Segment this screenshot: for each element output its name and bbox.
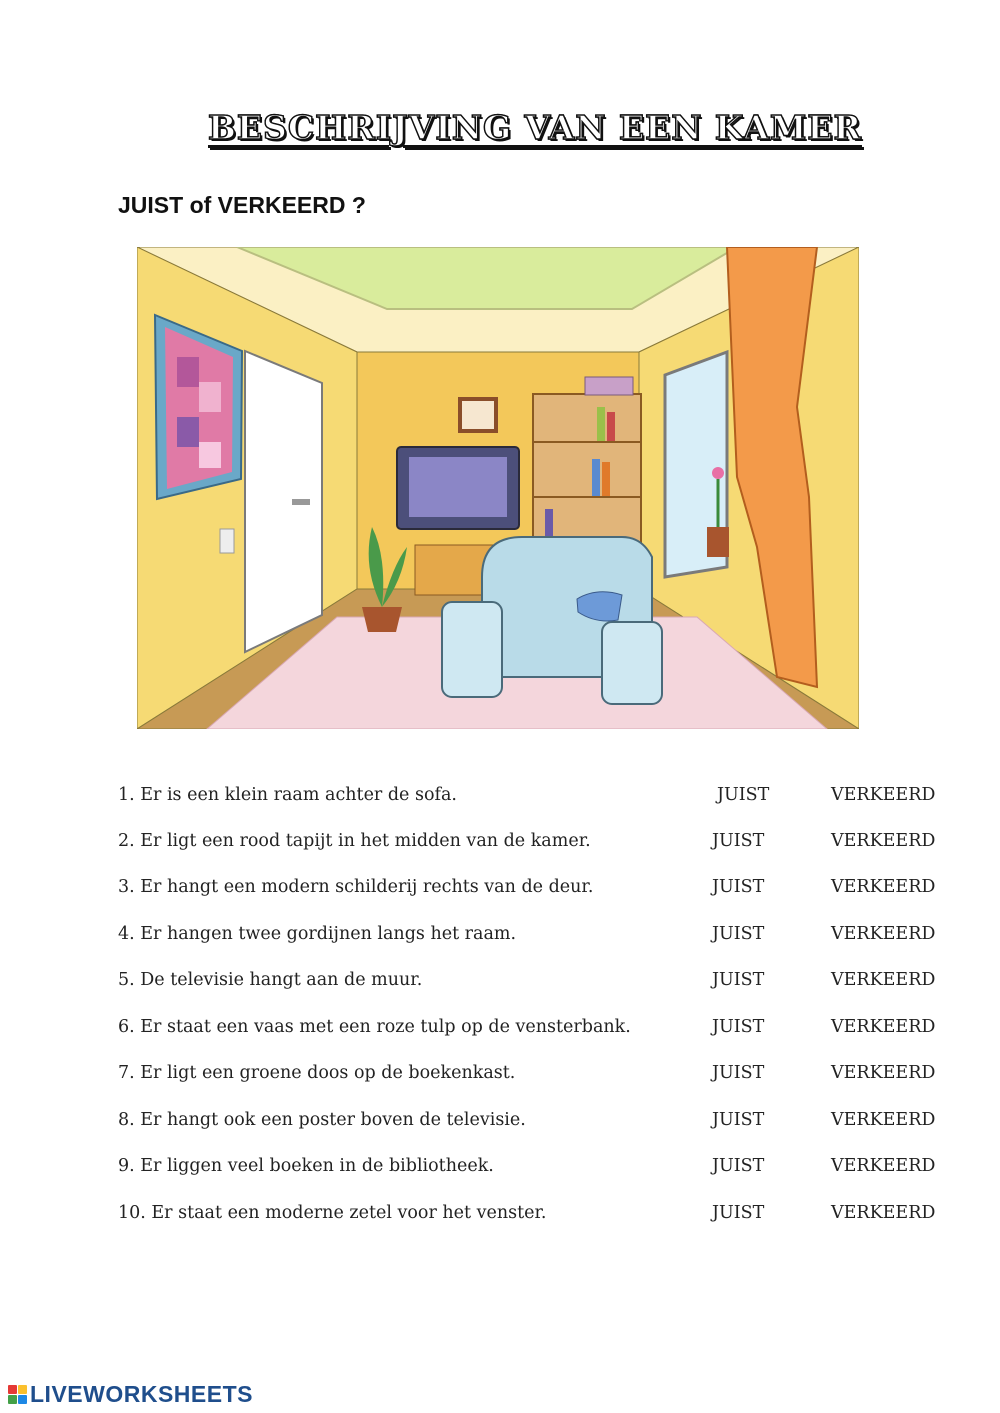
juist-option[interactable]: JUIST [712, 877, 765, 897]
question-text: 5. De televisie hangt aan de muur. [118, 970, 423, 990]
worksheet-title: BESCHRIJVING VAN EEN KAMER [208, 108, 862, 147]
question-row-5 [118, 970, 958, 998]
verkeerd-option[interactable]: VERKEERD [831, 831, 936, 851]
verkeerd-option[interactable]: VERKEERD [831, 1063, 936, 1083]
question-text: 7. Er ligt een groene doos op de boekenkast. [118, 1063, 516, 1083]
question-text: 1. Er is een klein raam achter de sofa. [118, 785, 457, 805]
verkeerd-option[interactable]: VERKEERD [831, 1156, 936, 1176]
question-row-10 [118, 1203, 958, 1231]
worksheet-subtitle: JUIST of VERKEERD ? [118, 192, 366, 218]
question-text: 10. Er staat een moderne zetel voor het venster. [118, 1203, 547, 1223]
question-row-9 [118, 1156, 958, 1184]
liveworksheets-logo-icon [8, 1385, 27, 1404]
verkeerd-option[interactable]: VERKEERD [831, 1110, 936, 1130]
question-text: 9. Er liggen veel boeken in de bibliotheek. [118, 1156, 494, 1176]
juist-option[interactable]: JUIST [712, 1203, 765, 1223]
juist-option[interactable]: JUIST [712, 831, 765, 851]
question-text: 2. Er ligt een rood tapijt in het midden van de kamer. [118, 831, 591, 851]
question-row-6 [118, 1017, 958, 1045]
juist-option[interactable]: JUIST [712, 1110, 765, 1130]
question-row-2 [118, 831, 958, 859]
question-row-8 [118, 1110, 958, 1138]
question-text: 4. Er hangen twee gordijnen langs het raam. [118, 924, 517, 944]
question-row-3 [118, 877, 958, 905]
question-text: 3. Er hangt een modern schilderij rechts van de deur. [118, 877, 594, 897]
question-row-7 [118, 1063, 958, 1091]
juist-option[interactable]: JUIST [712, 1063, 765, 1083]
question-text: 8. Er hangt ook een poster boven de televisie. [118, 1110, 526, 1130]
verkeerd-option[interactable]: VERKEERD [831, 1017, 936, 1037]
verkeerd-option[interactable]: VERKEERD [831, 785, 936, 805]
juist-option[interactable]: JUIST [712, 1156, 765, 1176]
question-text: 6. Er staat een vaas met een roze tulp op de vensterbank. [118, 1017, 631, 1037]
liveworksheets-brand [8, 1381, 253, 1408]
question-row-4 [118, 924, 958, 952]
juist-option[interactable]: JUIST [712, 1017, 765, 1037]
juist-option[interactable]: JUIST [717, 785, 770, 805]
juist-option[interactable]: JUIST [712, 970, 765, 990]
juist-option[interactable]: JUIST [712, 924, 765, 944]
verkeerd-option[interactable]: VERKEERD [831, 924, 936, 944]
living-room-illustration [137, 247, 859, 729]
verkeerd-option[interactable]: VERKEERD [831, 877, 936, 897]
question-row-1 [118, 785, 958, 813]
verkeerd-option[interactable]: VERKEERD [831, 970, 936, 990]
brand-text: LIVEWORKSHEETS [30, 1381, 253, 1407]
verkeerd-option[interactable]: VERKEERD [831, 1203, 936, 1223]
